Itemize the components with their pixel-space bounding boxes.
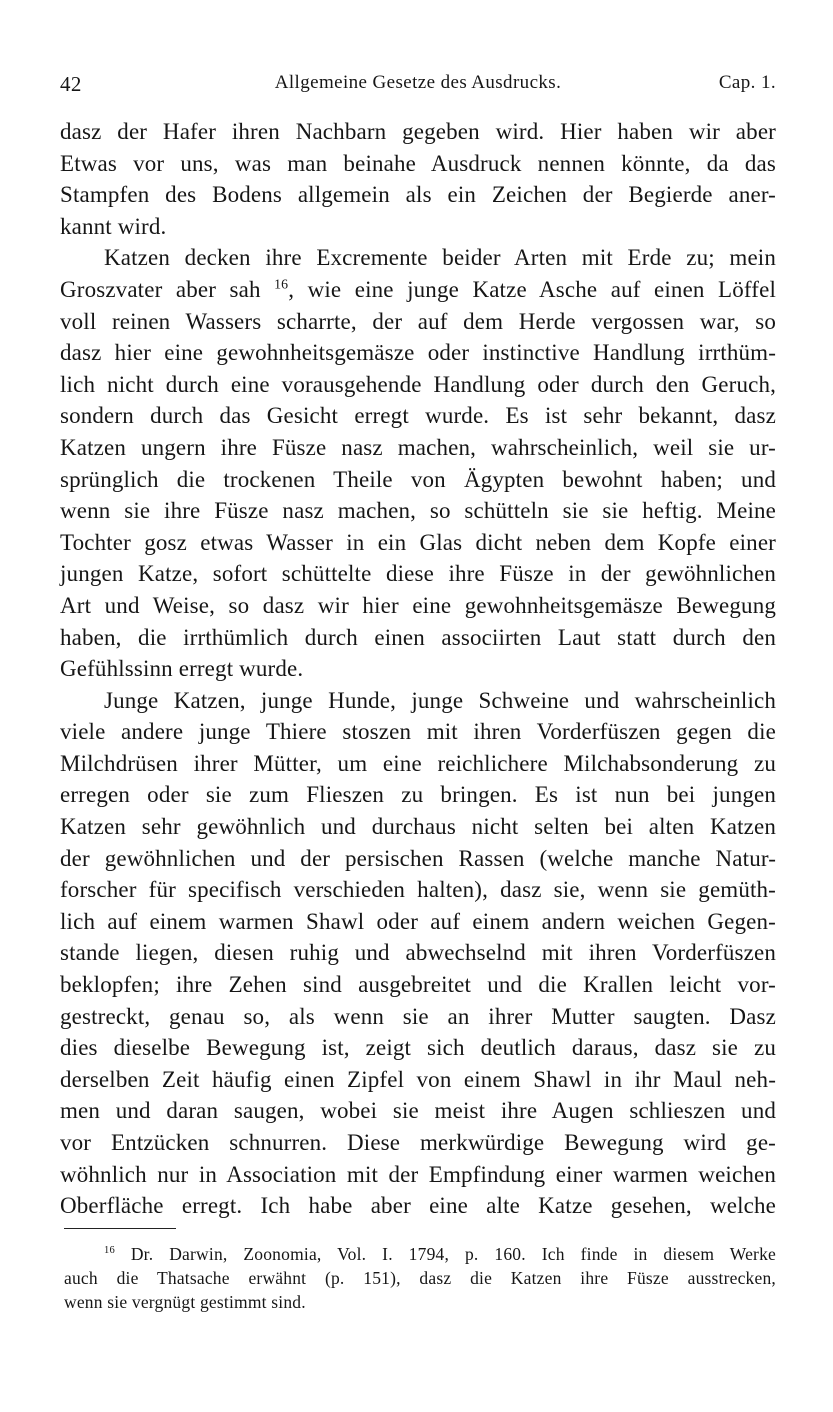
text-line: kannt wird. (60, 213, 167, 239)
text-line: Junge Katzen, junge Hunde, junge Schweine und wahrscheinlich (104, 687, 776, 713)
footnote-text: Dr. Darwin, Zoonomia, Vol. I. 1794, p. 160. Ich finde in diesem Werke (130, 1244, 776, 1264)
text-line: sprünglich die trockenen Theile von Ägypten bewohnt haben; und (60, 466, 776, 492)
footnote-divider (64, 1228, 176, 1229)
text-line: dies dieselbe Bewegung ist, zeigt sich deutlich daraus, dasz sie zu (60, 1035, 776, 1061)
text-line: vor Entzücken schnurren. Diese merkwürdige Bewegung wird ge- (60, 1130, 776, 1155)
text-line: beklopfen; ihre Zehen sind ausgebreitet und die Krallen leicht vor- (60, 972, 776, 998)
text-line: sondern durch das Gesicht erregt wurde. Es ist sehr bekannt, dasz (60, 403, 776, 429)
text-line: gestreckt, genau so, als wenn sie an ihrer Mutter saugten. Dasz (60, 1003, 776, 1029)
text-fragment: , wie eine junge Katze Asche auf einen Löffel (288, 276, 776, 302)
chapter-label: Cap. 1. (718, 72, 776, 93)
footnote-line: auch die Thatsache erwähnt (p. 151), dasz die Katzen ihre Füsze ausstrecken, (64, 1268, 776, 1288)
text-line: Gefühlssinn erregt wurde. (60, 656, 304, 682)
text-line: dasz der Hafer ihren Nachbarn gegeben wird. Hier haben wir aber (60, 119, 776, 144)
body-text (60, 116, 776, 1222)
text-line: Art und Weise, so dasz wir hier eine gewohnheitsgemäsze Bewegung (60, 592, 776, 618)
text-line: wöhnlich nur in Association mit der Empfindung einer warmen weichen (60, 1161, 776, 1187)
running-title: Allgemeine Gesetze des Ausdrucks. (274, 72, 562, 93)
text-line: Milchdrüsen ihrer Mütter, um eine reichlichere Milchabsonderung zu (60, 750, 776, 776)
text-line: wenn sie ihre Füsze nasz machen, so schütteln sie sie heftig. Meine (60, 498, 776, 524)
text-line: jungen Katze, sofort schüttelte diese ihre Füsze in der gewöhnlichen (60, 561, 776, 587)
text-line: derselben Zeit häufig einen Zipfel von einem Shawl in ihr Maul neh- (60, 1066, 776, 1092)
footnote-line (64, 1242, 776, 1266)
text-line: lich auf einem warmen Shawl oder auf einem andern weichen Gegen- (60, 908, 776, 934)
footnote-line: wenn sie vergnügt gestimmt sind. (64, 1292, 306, 1312)
footnotes (64, 1242, 776, 1314)
text-line-with-footnote-ref (60, 274, 776, 306)
page-header (60, 72, 776, 102)
text-line: forscher für specifisch verschieden halten), dasz sie, wenn sie gemüth- (60, 877, 776, 903)
text-line: Etwas vor uns, was man beinahe Ausdruck nennen könnte, da das (60, 150, 776, 176)
text-line: Katzen decken ihre Excremente beider Arten mit Erde zu; mein (104, 245, 776, 271)
text-line: Katzen sehr gewöhnlich und durchaus nicht selten bei alten Katzen (60, 814, 776, 840)
footnote-number: 16 (104, 1245, 115, 1257)
text-line: Tochter gosz etwas Wasser in ein Glas dicht neben dem Kopfe einer (60, 529, 776, 555)
text-line: stande liegen, diesen ruhig und abwechselnd mit ihren Vorderfüszen (60, 940, 776, 966)
page-number: 42 (60, 72, 82, 96)
text-line: Katzen ungern ihre Füsze nasz machen, wahrscheinlich, weil sie ur- (60, 434, 776, 460)
text-line: dasz hier eine gewohnheitsgemäsze oder instinctive Handlung irrthüm- (60, 340, 776, 366)
text-fragment: Groszvater aber sah (60, 276, 261, 302)
text-line: erregen oder sie zum Flieszen zu bringen. Es ist nun bei jungen (60, 782, 776, 808)
text-line: viele andere junge Thiere stoszen mit ihren Vorderfüszen gegen die (60, 719, 776, 745)
footnote-reference: 16 (274, 276, 289, 292)
text-line: lich nicht durch eine vorausgehende Handlung oder durch den Geruch, (60, 371, 776, 397)
text-line: men und daran saugen, wobei sie meist ihre Augen schlieszen und (60, 1098, 776, 1124)
text-line: Oberfläche erregt. Ich habe aber eine alte Katze gesehen, welche (60, 1193, 776, 1219)
text-line: der gewöhnlichen und der persischen Rassen (welche manche Natur- (60, 845, 776, 871)
text-line: Stampfen des Bodens allgemein als ein Zeichen der Begierde aner- (60, 182, 776, 208)
text-line: haben, die irrthümlich durch einen associirten Laut statt durch den (60, 624, 776, 650)
text-line: voll reinen Wassers scharrte, der auf dem Herde vergossen war, so (60, 308, 776, 334)
